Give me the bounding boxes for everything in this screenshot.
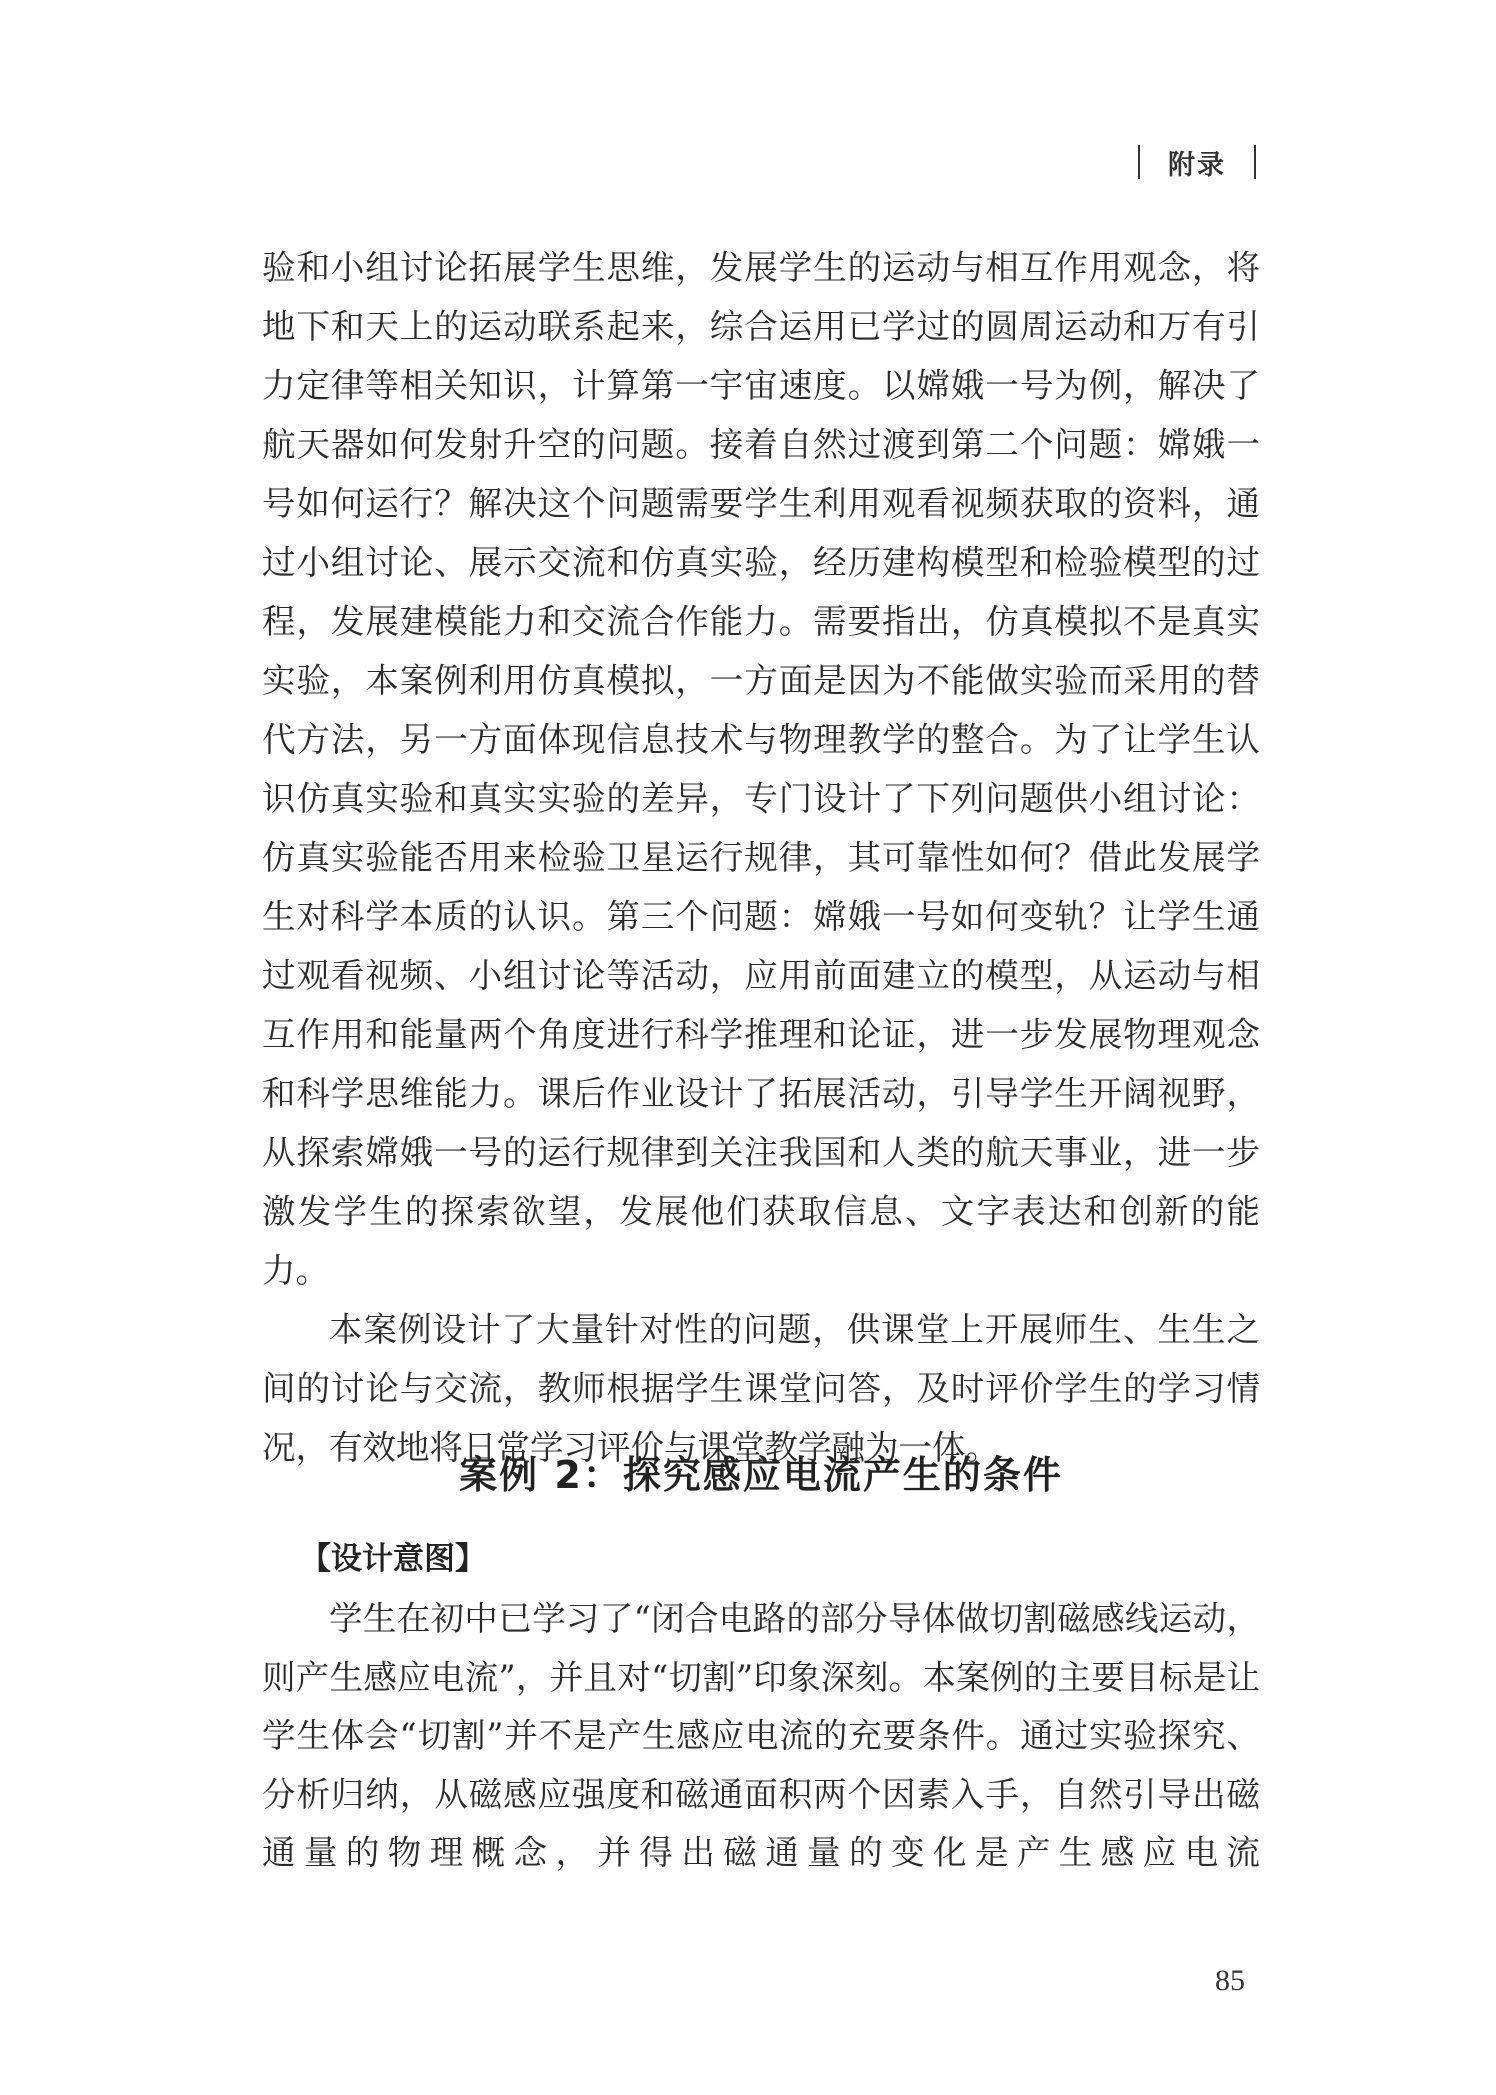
running-head-title: 附录 (1168, 149, 1226, 181)
running-head-left-rule (1138, 145, 1140, 179)
section-heading: 案例 2：探究感应电流产生的条件 (459, 1453, 1063, 1497)
paragraph-1: 验和小组讨论拓展学生思维，发展学生的运动与相互作用观念，将地下和天上的运动联系起来，综合运用已学过的圆周运动和万有引力定律等相关知识，计算第一宇宙速度。以嫦娥一号为例，解决了航天器如何发射升空的问题。接着自然过渡到第二个问题：嫦娥一号如何运行？解决这个问题需要学生利用观看视频获取的资料，通过小组讨论、展示交流和仿真实验，经历建构模型和检验模型的过程，发展建模能力和交流合作能力。需要指出，仿真模拟不是真实实验，本案例利用仿真模拟，一方面是因为不能做实验而采用的替代方法，另一方面体现信息技术与物理教学的整合。为了让学生认识仿真实验和真实实验的差异，专门设计了下列问题供小组讨论：仿真实验能否用来检验卫星运行规律，其可靠性如何？借此发展学生对科学本质的认识。第三个问题：嫦娥一号如何变轨？让学生通过观看视频、小组讨论等活动，应用前面建立的模型，从运动与相互作用和能量两个角度进行科学推理和论证，进一步发展物理观念和科学思维能力。课后作业设计了拓展活动，引导学生开阔视野，从探索嫦娥一号的运行规律到关注我国和人类的航天事业，进一步激发学生的探索欲望，发展他们获取信息、文字表达和创新的能力。 (262, 248, 1260, 1290)
main-body-text (262, 238, 1260, 1477)
page-number: 85 (1215, 1964, 1245, 1997)
running-head-right-rule (1254, 145, 1256, 179)
paragraph-2: 本案例设计了大量针对性的问题，供课堂上开展师生、生生之间的讨论与交流，教师根据学生课堂问答，及时评价学生的学习情况，有效地将日常学习评价与课堂教学融为一体。 (262, 1310, 1260, 1467)
section-subheading: 【设计意图】 (300, 1541, 486, 1577)
section-body-text (262, 1590, 1260, 1883)
section-paragraph: 学生在初中已学习了“闭合电路的部分导体做切割磁感线运动，则产生感应电流”，并且对“切割”印象深刻。本案例的主要目标是让学生体会“切割”并不是产生感应电流的充要条件。通过实验探究、分析归纳，从磁感应强度和磁通面积两个因素入手，自然引导出磁通量的物理概念，并得出磁通量的变化是产生感应电流 (262, 1599, 1260, 1872)
running-head (1138, 138, 1256, 186)
